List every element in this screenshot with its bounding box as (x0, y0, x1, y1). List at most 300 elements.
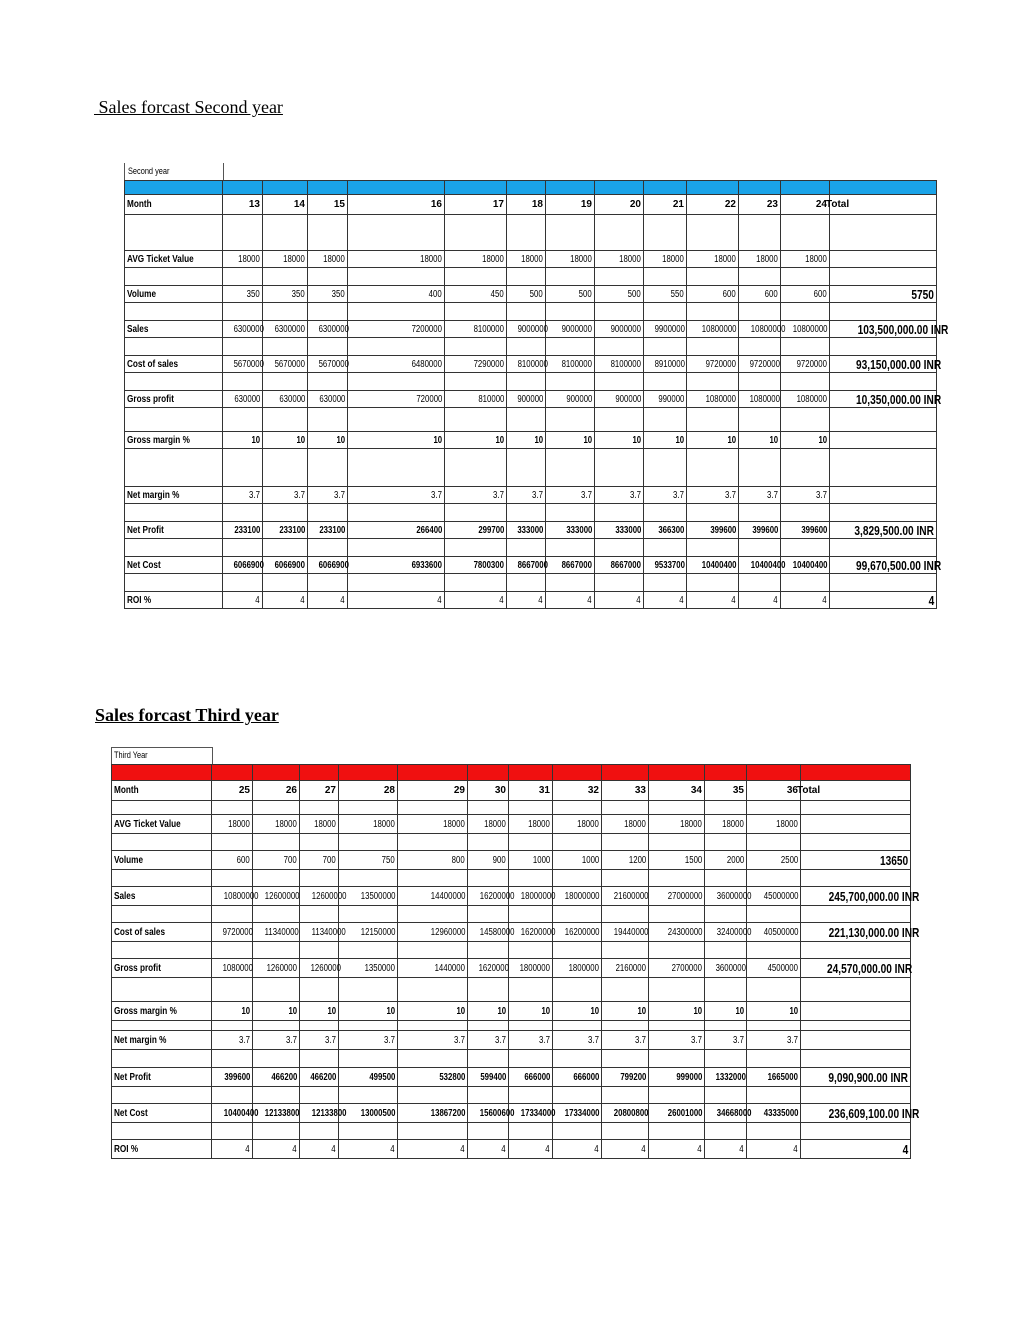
month-cell: 19 (546, 195, 595, 215)
total-cell (801, 815, 911, 834)
data-row (112, 1002, 911, 1021)
spacer-row (112, 1050, 911, 1068)
value-cell: 3.7 (212, 1031, 253, 1050)
value-cell: 21600000 (602, 887, 649, 906)
value-cell: 10 (739, 432, 781, 449)
total-cell: 245,700,000.00 INR (801, 887, 911, 906)
value-cell: 18000 (595, 251, 644, 268)
value-cell: 13867200 (398, 1104, 468, 1123)
value-cell: 18000 (212, 815, 253, 834)
value-cell: 18000 (348, 251, 445, 268)
value-cell: 3.7 (739, 487, 781, 504)
data-row (125, 321, 937, 338)
value-cell: 233100 (263, 522, 308, 539)
value-cell: 10800000 (781, 321, 830, 338)
value-cell: 18000 (300, 815, 339, 834)
value-cell: 3.7 (687, 487, 739, 504)
value-cell: 36000000 (705, 887, 747, 906)
value-cell: 8910000 (644, 356, 687, 373)
value-cell: 4 (546, 592, 595, 609)
row-label: ROI % (125, 592, 223, 609)
value-cell: 3.7 (595, 487, 644, 504)
data-row (125, 251, 937, 268)
value-cell: 700 (300, 851, 339, 870)
month-label: Month (112, 781, 212, 801)
value-cell: 8100000 (595, 356, 644, 373)
value-cell: 45000000 (747, 887, 801, 906)
second-year-caption: Second year (128, 166, 170, 176)
value-cell: 10 (468, 1002, 509, 1021)
value-cell: 5670000 (263, 356, 308, 373)
value-cell: 10 (300, 1002, 339, 1021)
value-cell: 10 (687, 432, 739, 449)
value-cell: 18000 (739, 251, 781, 268)
value-cell: 5670000 (308, 356, 348, 373)
value-cell: 18000000 (509, 887, 553, 906)
value-cell: 500 (595, 286, 644, 303)
value-cell: 3.7 (649, 1031, 705, 1050)
value-cell: 3.7 (705, 1031, 747, 1050)
row-label: Net margin % (125, 487, 223, 504)
spacer-row (112, 1021, 911, 1031)
month-cell: 27 (300, 781, 339, 801)
value-cell: 10400400 (687, 557, 739, 574)
third-year-caption: Third Year (114, 750, 148, 760)
spacer-row (125, 574, 937, 592)
value-cell: 1665000 (747, 1068, 801, 1087)
value-cell: 1350000 (339, 959, 398, 978)
value-cell: 8100000 (546, 356, 595, 373)
value-cell: 600 (781, 286, 830, 303)
spacer-row (125, 268, 937, 286)
value-cell: 18000 (468, 815, 509, 834)
spacer-row (112, 801, 911, 815)
row-label: Net Cost (125, 557, 223, 574)
value-cell: 18000 (445, 251, 507, 268)
value-cell: 1260000 (253, 959, 300, 978)
value-cell: 3.7 (253, 1031, 300, 1050)
data-row (112, 1104, 911, 1123)
value-cell: 4 (507, 592, 546, 609)
value-cell: 17334000 (553, 1104, 602, 1123)
data-row (125, 592, 937, 609)
data-row (125, 557, 937, 574)
value-cell: 3.7 (468, 1031, 509, 1050)
value-cell: 233100 (308, 522, 348, 539)
value-cell: 10 (212, 1002, 253, 1021)
total-cell: 236,609,100.00 INR (801, 1104, 911, 1123)
value-cell: 7800300 (445, 557, 507, 574)
value-cell: 366300 (644, 522, 687, 539)
value-cell: 6066900 (308, 557, 348, 574)
data-row (112, 851, 911, 870)
value-cell: 3.7 (445, 487, 507, 504)
month-cell: 14 (263, 195, 308, 215)
spacer-row (125, 373, 937, 391)
month-cell: 34 (649, 781, 705, 801)
value-cell: 24300000 (649, 923, 705, 942)
value-cell: 10 (398, 1002, 468, 1021)
value-cell: 4 (348, 592, 445, 609)
row-label: Sales (125, 321, 223, 338)
value-cell: 1800000 (509, 959, 553, 978)
row-label: Gross profit (112, 959, 212, 978)
value-cell: 6300000 (308, 321, 348, 338)
value-cell: 18000 (747, 815, 801, 834)
value-cell: 12133800 (300, 1104, 339, 1123)
value-cell: 16200000 (468, 887, 509, 906)
month-cell: 18 (507, 195, 546, 215)
total-cell: 103,500,000.00 INR (830, 321, 937, 338)
value-cell: 400 (348, 286, 445, 303)
value-cell: 333000 (507, 522, 546, 539)
value-cell: 12600000 (253, 887, 300, 906)
value-cell: 10800000 (739, 321, 781, 338)
value-cell: 10400400 (739, 557, 781, 574)
value-cell: 10 (253, 1002, 300, 1021)
value-cell: 666000 (553, 1068, 602, 1087)
value-cell: 810000 (445, 391, 507, 408)
third-year-title: Sales forcast Third year (95, 705, 279, 725)
value-cell: 4500000 (747, 959, 801, 978)
value-cell: 12960000 (398, 923, 468, 942)
total-cell: 13650 (801, 851, 911, 870)
value-cell: 4 (468, 1140, 509, 1159)
value-cell: 4 (781, 592, 830, 609)
value-cell: 7200000 (348, 321, 445, 338)
spacer-row (112, 1123, 911, 1140)
value-cell: 399600 (781, 522, 830, 539)
value-cell: 399600 (687, 522, 739, 539)
header-band (125, 181, 937, 195)
value-cell: 800 (398, 851, 468, 870)
value-cell: 4 (212, 1140, 253, 1159)
value-cell: 12600000 (300, 887, 339, 906)
value-cell: 10400400 (212, 1104, 253, 1123)
value-cell: 10400400 (781, 557, 830, 574)
value-cell: 532800 (398, 1068, 468, 1087)
value-cell: 18000000 (553, 887, 602, 906)
value-cell: 1000 (553, 851, 602, 870)
value-cell: 6480000 (348, 356, 445, 373)
value-cell: 18000 (649, 815, 705, 834)
row-label: Gross margin % (125, 432, 223, 449)
month-cell: 31 (509, 781, 553, 801)
value-cell: 3.7 (223, 487, 263, 504)
value-cell: 333000 (546, 522, 595, 539)
month-cell: 16 (348, 195, 445, 215)
total-cell (830, 487, 937, 504)
value-cell: 266400 (348, 522, 445, 539)
value-cell: 999000 (649, 1068, 705, 1087)
value-cell: 9000000 (595, 321, 644, 338)
data-row (112, 887, 911, 906)
value-cell: 4 (398, 1140, 468, 1159)
value-cell: 4 (553, 1140, 602, 1159)
value-cell: 4 (644, 592, 687, 609)
value-cell: 18000 (339, 815, 398, 834)
value-cell: 18000 (398, 815, 468, 834)
value-cell: 14580000 (468, 923, 509, 942)
value-cell: 6300000 (263, 321, 308, 338)
row-label: Cost of sales (112, 923, 212, 942)
value-cell: 4 (602, 1140, 649, 1159)
value-cell: 10 (553, 1002, 602, 1021)
month-cell: 15 (308, 195, 348, 215)
value-cell: 350 (308, 286, 348, 303)
value-cell: 11340000 (300, 923, 339, 942)
value-cell: 900000 (595, 391, 644, 408)
value-cell: 4 (223, 592, 263, 609)
value-cell: 233100 (223, 522, 263, 539)
value-cell: 600 (687, 286, 739, 303)
value-cell: 1080000 (687, 391, 739, 408)
spacer-row (125, 215, 937, 251)
value-cell: 18000 (781, 251, 830, 268)
month-cell: 28 (339, 781, 398, 801)
total-cell (830, 251, 937, 268)
value-cell: 1440000 (398, 959, 468, 978)
value-cell: 12133800 (253, 1104, 300, 1123)
value-cell: 8100000 (507, 356, 546, 373)
value-cell: 13500000 (339, 887, 398, 906)
data-row (125, 432, 937, 449)
value-cell: 9720000 (687, 356, 739, 373)
spacer-row (112, 978, 911, 1002)
month-cell: 17 (445, 195, 507, 215)
month-cell: 25 (212, 781, 253, 801)
month-cell: 22 (687, 195, 739, 215)
month-cell: 29 (398, 781, 468, 801)
value-cell: 10 (445, 432, 507, 449)
total-label: Total (795, 781, 905, 801)
value-cell: 3.7 (263, 487, 308, 504)
value-cell: 4 (445, 592, 507, 609)
value-cell: 32400000 (705, 923, 747, 942)
month-cell: 35 (705, 781, 747, 801)
value-cell: 3.7 (553, 1031, 602, 1050)
value-cell: 630000 (308, 391, 348, 408)
value-cell: 1620000 (468, 959, 509, 978)
value-cell: 15600600 (468, 1104, 509, 1123)
value-cell: 3.7 (507, 487, 546, 504)
value-cell: 350 (263, 286, 308, 303)
row-label: Volume (112, 851, 212, 870)
value-cell: 2000 (705, 851, 747, 870)
row-label: Net Profit (112, 1068, 212, 1087)
value-cell: 26001000 (649, 1104, 705, 1123)
total-cell (830, 432, 937, 449)
second-year-title: Sales forcast Second year (94, 97, 283, 117)
value-cell: 4 (308, 592, 348, 609)
value-cell: 3.7 (509, 1031, 553, 1050)
value-cell: 8100000 (445, 321, 507, 338)
value-cell: 750 (339, 851, 398, 870)
value-cell: 399600 (739, 522, 781, 539)
value-cell: 5670000 (223, 356, 263, 373)
row-label: Net margin % (112, 1031, 212, 1050)
data-row (125, 391, 937, 408)
value-cell: 2500 (747, 851, 801, 870)
value-cell: 3.7 (398, 1031, 468, 1050)
value-cell: 9000000 (546, 321, 595, 338)
value-cell: 10800000 (687, 321, 739, 338)
row-label: AVG Ticket Value (125, 251, 223, 268)
value-cell: 18000 (507, 251, 546, 268)
month-row (125, 195, 937, 215)
value-cell: 630000 (223, 391, 263, 408)
value-cell: 299700 (445, 522, 507, 539)
data-row (112, 1068, 911, 1087)
value-cell: 12150000 (339, 923, 398, 942)
value-cell: 8667000 (595, 557, 644, 574)
value-cell: 500 (546, 286, 595, 303)
spacer-row (112, 942, 911, 959)
row-label: Volume (125, 286, 223, 303)
value-cell: 499500 (339, 1068, 398, 1087)
month-cell: 26 (253, 781, 300, 801)
month-cell: 30 (468, 781, 509, 801)
value-cell: 18000 (223, 251, 263, 268)
value-cell: 3.7 (781, 487, 830, 504)
value-cell: 1080000 (739, 391, 781, 408)
month-row (112, 781, 911, 801)
value-cell: 18000 (602, 815, 649, 834)
spacer-row (125, 504, 937, 522)
row-label: Cost of sales (125, 356, 223, 373)
value-cell: 3600000 (705, 959, 747, 978)
value-cell: 10 (507, 432, 546, 449)
data-row (112, 923, 911, 942)
value-cell: 27000000 (649, 887, 705, 906)
month-cell: 20 (595, 195, 644, 215)
value-cell: 4 (339, 1140, 398, 1159)
data-row (125, 522, 937, 539)
value-cell: 10 (223, 432, 263, 449)
row-label: Gross margin % (112, 1002, 212, 1021)
data-row (112, 959, 911, 978)
value-cell: 10 (747, 1002, 801, 1021)
value-cell: 10 (546, 432, 595, 449)
total-cell: 99,670,500.00 INR (830, 557, 937, 574)
value-cell: 8667000 (507, 557, 546, 574)
value-cell: 18000 (509, 815, 553, 834)
value-cell: 10 (308, 432, 348, 449)
spacer-row (125, 303, 937, 321)
value-cell: 3.7 (348, 487, 445, 504)
total-cell (801, 1002, 911, 1021)
value-cell: 3.7 (300, 1031, 339, 1050)
value-cell: 4 (687, 592, 739, 609)
value-cell: 10 (263, 432, 308, 449)
value-cell: 10800000 (212, 887, 253, 906)
value-cell: 630000 (263, 391, 308, 408)
value-cell: 4 (595, 592, 644, 609)
value-cell: 550 (644, 286, 687, 303)
value-cell: 10 (705, 1002, 747, 1021)
value-cell: 34668000 (705, 1104, 747, 1123)
value-cell: 900000 (507, 391, 546, 408)
second-year-table (124, 180, 949, 609)
total-label: Total (824, 195, 931, 215)
value-cell: 11340000 (253, 923, 300, 942)
value-cell: 700 (253, 851, 300, 870)
value-cell: 19440000 (602, 923, 649, 942)
value-cell: 399600 (212, 1068, 253, 1087)
value-cell: 9000000 (507, 321, 546, 338)
value-cell: 9720000 (212, 923, 253, 942)
data-row (125, 356, 937, 373)
value-cell: 18000 (705, 815, 747, 834)
value-cell: 10 (339, 1002, 398, 1021)
value-cell: 9900000 (644, 321, 687, 338)
value-cell: 1260000 (300, 959, 339, 978)
value-cell: 9533700 (644, 557, 687, 574)
month-cell: 13 (223, 195, 263, 215)
value-cell: 720000 (348, 391, 445, 408)
value-cell: 9720000 (781, 356, 830, 373)
spacer-row (112, 834, 911, 851)
value-cell: 4 (739, 592, 781, 609)
total-cell: 93,150,000.00 INR (830, 356, 937, 373)
value-cell: 333000 (595, 522, 644, 539)
total-cell (801, 1031, 911, 1050)
value-cell: 18000 (687, 251, 739, 268)
total-cell: 4 (830, 592, 937, 609)
value-cell: 20800800 (602, 1104, 649, 1123)
value-cell: 18000 (253, 815, 300, 834)
value-cell: 6933600 (348, 557, 445, 574)
month-cell: 24 (781, 195, 830, 215)
total-cell: 5750 (830, 286, 937, 303)
row-label: Sales (112, 887, 212, 906)
value-cell: 3.7 (644, 487, 687, 504)
value-cell: 3.7 (546, 487, 595, 504)
value-cell: 350 (223, 286, 263, 303)
value-cell: 1080000 (212, 959, 253, 978)
total-cell: 3,829,500.00 INR (830, 522, 937, 539)
spacer-row (112, 906, 911, 923)
value-cell: 599400 (468, 1068, 509, 1087)
spacer-row (112, 1087, 911, 1104)
spacer-row (112, 870, 911, 887)
total-cell: 24,570,000.00 INR (801, 959, 911, 978)
value-cell: 600 (212, 851, 253, 870)
value-cell: 4 (705, 1140, 747, 1159)
third-year-table (111, 764, 920, 1159)
value-cell: 18000 (644, 251, 687, 268)
data-row (125, 487, 937, 504)
value-cell: 6300000 (223, 321, 263, 338)
value-cell: 6066900 (263, 557, 308, 574)
value-cell: 18000 (308, 251, 348, 268)
value-cell: 3.7 (747, 1031, 801, 1050)
value-cell: 3.7 (602, 1031, 649, 1050)
value-cell: 1332000 (705, 1068, 747, 1087)
value-cell: 14400000 (398, 887, 468, 906)
total-cell: 10,350,000.00 INR (830, 391, 937, 408)
value-cell: 900000 (546, 391, 595, 408)
value-cell: 3.7 (339, 1031, 398, 1050)
value-cell: 1200 (602, 851, 649, 870)
value-cell: 40500000 (747, 923, 801, 942)
value-cell: 4 (263, 592, 308, 609)
value-cell: 10 (595, 432, 644, 449)
value-cell: 4 (300, 1140, 339, 1159)
value-cell: 10 (644, 432, 687, 449)
value-cell: 18000 (553, 815, 602, 834)
value-cell: 43335000 (747, 1104, 801, 1123)
